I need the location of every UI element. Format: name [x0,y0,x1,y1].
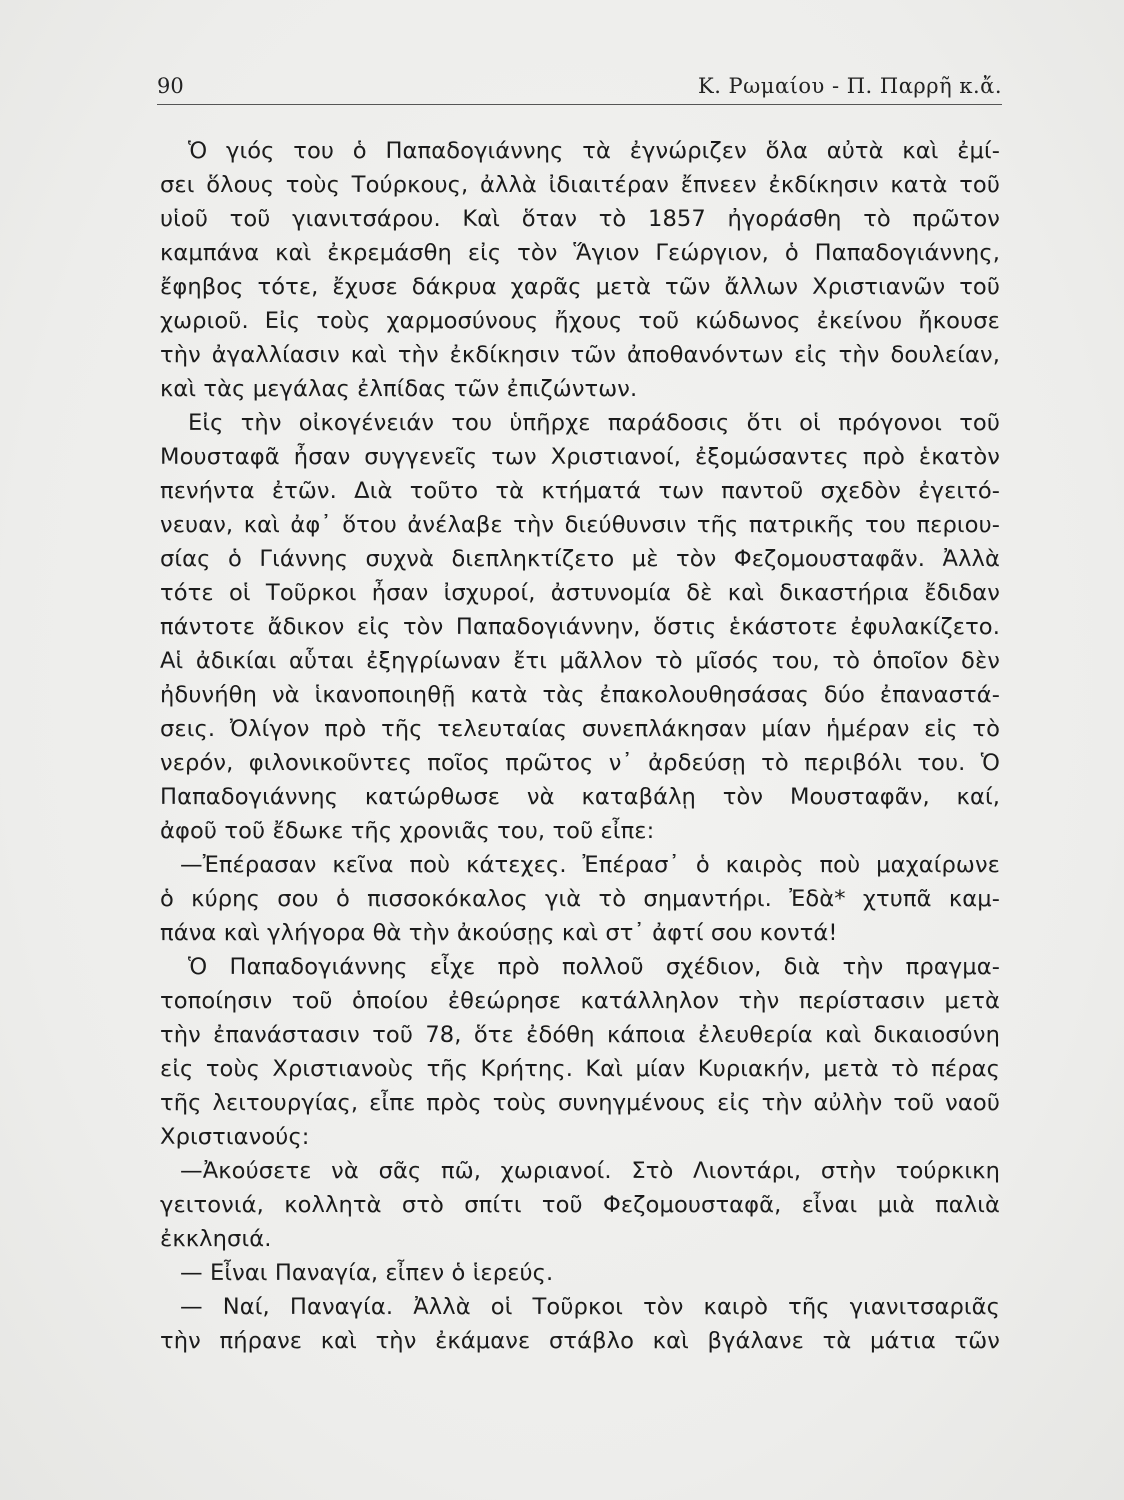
text-line: γειτονιά, κολλητὰ στὸ σπίτι τοῦ Φεζομουσταφᾶ, εἶναι μιὰ παλιὰ [160,1192,1000,1218]
text-line: νευαν, καὶ ἀφ᾽ ὅτου ἀνέλαβε τὴν διεύθυνσιν τῆς πατρικῆς του περιου- [160,512,1000,538]
text-line: τὴν πήρανε καὶ τὴν ἐκάμανε στάβλο καὶ βγάλανε τὰ μάτια τῶν [160,1328,1000,1354]
text-line: Εἰς τὴν οἰκογένειάν του ὑπῆρχε παράδοσις ὅτι οἱ πρόγονοι τοῦ [188,410,1000,436]
text-line: νερόν, φιλονικοῦντες ποῖος πρῶτος ν᾽ ἀρδεύσῃ τὸ περιβόλι του. Ὁ [160,750,1000,776]
text-line: τοποίησιν τοῦ ὁποίου ἐθεώρησε κατάλληλον τὴν περίστασιν μετὰ [160,988,1000,1014]
text-line: Αἱ ἀδικίαι αὗται ἐξηγρίωναν ἔτι μᾶλλον τὸ μῖσός του, τὸ ὁποῖον δὲν [160,648,1000,674]
text-line: εἰς τοὺς Χριστιανοὺς τῆς Κρήτης. Καὶ μίαν Κυριακήν, μετὰ τὸ πέρας [160,1056,1000,1082]
text-line: Ὁ γιός του ὁ Παπαδογιάννης τὰ ἐγνώριζεν ὅλα αὐτὰ καὶ ἐμί- [188,138,1000,164]
text-line: σεις. Ὀλίγον πρὸ τῆς τελευταίας συνεπλάκησαν μίαν ἡμέραν εἰς τὸ [160,716,1000,742]
text-line: καμπάνα καὶ ἐκρεμάσθη εἰς τὸν Ἅγιον Γεώργιον, ὁ Παπαδογιάννης, [160,240,1000,266]
text-line: σίας ὁ Γιάννης συχνὰ διεπληκτίζετο μὲ τὸν Φεζομουσταφᾶν. Ἀλλὰ [160,546,1000,572]
text-line: πάντοτε ἄδικον εἰς τὸν Παπαδογιάννην, ὅστις ἑκάστοτε ἐφυλακίζετο. [160,614,1000,640]
text-line: σει ὅλους τοὺς Τούρκους, ἀλλὰ ἰδιαιτέραν ἔπνεεν ἐκδίκησιν κατὰ τοῦ [160,172,1000,198]
text-line: ὁ κύρης σου ὁ πισσοκόκαλος γιὰ τὸ σημαντήρι. Ἐδὰ* χτυπᾶ καμ- [160,886,1000,912]
text-line: Μουσταφᾶ ἦσαν συγγενεῖς των Χριστιανοί, ἐξομώσαντες πρὸ ἑκατὸν [160,444,1000,470]
text-line: τότε οἱ Τοῦρκοι ἦσαν ἰσχυροί, ἀστυνομία δὲ καὶ δικαστήρια ἔδιδαν [160,580,1000,606]
text-line: καὶ τὰς μεγάλας ἐλπίδας τῶν ἐπιζώντων. [160,376,638,402]
text-line: —Ἐπέρασαν κεῖνα ποὺ κάτεχες. Ἐπέρασ᾽ ὁ καιρὸς ποὺ μαχαίρωνε [180,852,1000,878]
header-rule [157,104,1002,105]
text-line: υἱοῦ τοῦ γιανιτσάρου. Καὶ ὅταν τὸ 1857 ἠγοράσθη τὸ πρῶτον [160,206,1000,232]
text-line: ἀφοῦ τοῦ ἔδωκε τῆς χρονιᾶς του, τοῦ εἶπε: [160,818,655,844]
body-text [160,134,1000,1358]
text-line: ἠδυνήθη νὰ ἱκανοποιηθῇ κατὰ τὰς ἐπακολουθησάσας δύο ἐπαναστά- [160,682,1000,708]
text-line: Ὁ Παπαδογιάννης εἶχε πρὸ πολλοῦ σχέδιον, διὰ τὴν πραγμα- [188,954,1000,980]
text-line: ἔφηβος τότε, ἔχυσε δάκρυα χαρᾶς μετὰ τῶν ἄλλων Χριστιανῶν τοῦ [160,274,1000,300]
text-line: πενήντα ἐτῶν. Διὰ τοῦτο τὰ κτήματά των παντοῦ σχεδὸν ἐγειτό- [160,478,1000,504]
text-line: Χριστιανούς: [160,1124,310,1150]
text-line: τὴν ἐπανάστασιν τοῦ 78, ὅτε ἐδόθη κάποια ἐλευθερία καὶ δικαιοσύνη [160,1022,1000,1048]
running-head: Κ. Ρωμαίου - Π. Παρρῆ κ.ἄ. [698,74,1002,98]
text-line: χωριοῦ. Εἰς τοὺς χαρμοσύνους ἤχους τοῦ κώδωνος ἐκείνου ἤκουσε [160,308,1000,334]
page-number: 90 [157,74,184,98]
text-line: Παπαδογιάννης κατώρθωσε νὰ καταβάλῃ τὸν Μουσταφᾶν, καί, [160,784,1000,810]
text-line: πάνα καὶ γλήγορα θὰ τὴν ἀκούσῃς καὶ στ᾽ ἀφτί σου κοντά! [160,920,838,946]
text-line: — Εἶναι Παναγία, εἶπεν ὁ ἱερεύς. [180,1260,554,1286]
text-line: — Ναί, Παναγία. Ἀλλὰ οἱ Τοῦρκοι τὸν καιρὸ τῆς γιανιτσαριᾶς [180,1294,1000,1320]
text-line: ἐκκλησιά. [160,1226,272,1252]
text-line: τὴν ἀγαλλίασιν καὶ τὴν ἐκδίκησιν τῶν ἀποθανόντων εἰς τὴν δουλείαν, [160,342,1000,368]
text-line: —Ἀκούσετε νὰ σᾶς πῶ, χωριανοί. Στὸ Λιοντάρι, στὴν τούρκικη [180,1158,1000,1184]
page-header [157,70,1002,104]
text-line: τῆς λειτουργίας, εἶπε πρὸς τοὺς συνηγμένους εἰς τὴν αὐλὴν τοῦ ναοῦ [160,1090,1000,1116]
